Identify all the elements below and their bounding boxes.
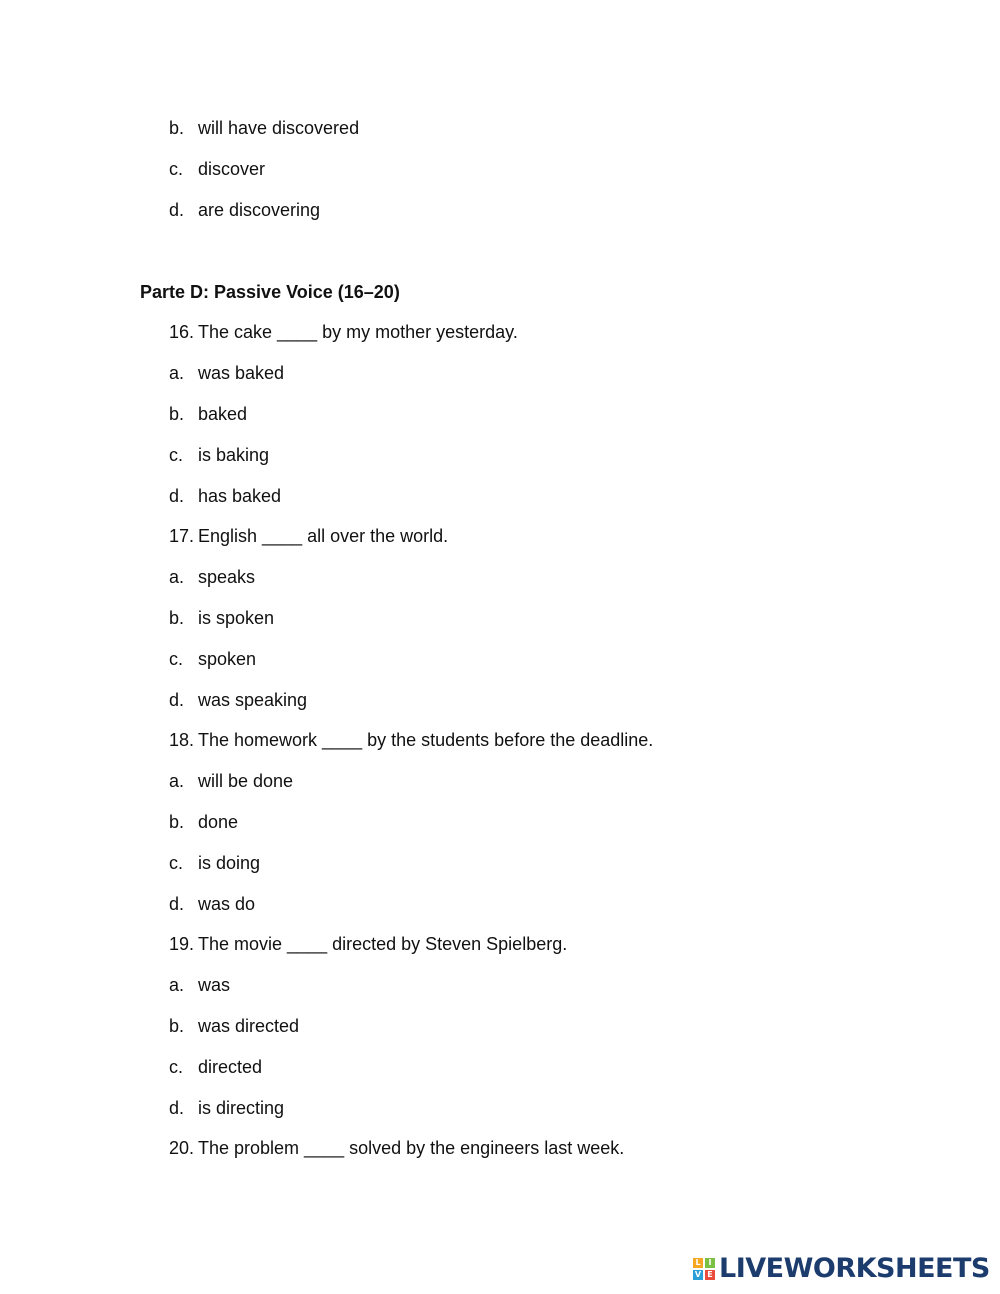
option-letter: b. (169, 404, 185, 424)
question-item (169, 933, 567, 955)
question-item (169, 321, 518, 343)
option-text: discover (198, 159, 266, 179)
option-letter: b. (169, 608, 185, 628)
option-item (169, 158, 265, 180)
option-item (169, 403, 247, 425)
option-letter: d. (169, 894, 185, 914)
option-letter: a. (169, 363, 185, 383)
option-text: was baked (198, 363, 285, 383)
option-text: has baked (198, 486, 282, 506)
option-item (169, 811, 238, 833)
option-letter: c. (169, 649, 184, 669)
question-number: 16. (169, 322, 195, 342)
option-letter: a. (169, 567, 185, 587)
option-item (169, 893, 255, 915)
option-letter: d. (169, 486, 185, 506)
option-text: was do (198, 894, 256, 914)
option-letter: b. (169, 118, 185, 138)
question-number: 19. (169, 934, 195, 954)
question-text: The homework ____ by the students before the deadline. (198, 730, 654, 750)
logo-tile-e: E (705, 1270, 715, 1280)
option-text: done (198, 812, 239, 832)
option-item (169, 607, 274, 629)
option-letter: c. (169, 1057, 184, 1077)
section-heading: Parte D: Passive Voice (16–20) (140, 282, 400, 302)
option-item (169, 1015, 299, 1037)
option-letter: b. (169, 812, 185, 832)
option-letter: c. (169, 159, 184, 179)
option-letter: c. (169, 853, 184, 873)
option-text: is directing (198, 1098, 285, 1118)
question-number: 17. (169, 526, 195, 546)
option-item (169, 566, 255, 588)
logo-tile-i: I (705, 1258, 715, 1268)
option-item (169, 974, 230, 996)
option-letter: c. (169, 445, 184, 465)
option-text: was (198, 975, 231, 995)
option-text: is spoken (198, 608, 275, 628)
option-letter: b. (169, 1016, 185, 1036)
question-item (169, 525, 448, 547)
brand-name: LIVEWORKSHEETS (719, 1253, 990, 1284)
option-text: will have discovered (198, 118, 360, 138)
question-text: The movie ____ directed by Steven Spielberg. (198, 934, 568, 954)
option-item (169, 362, 284, 384)
liveworksheets-logo (693, 1255, 990, 1283)
option-text: will be done (198, 771, 294, 791)
question-text: English ____ all over the world. (198, 526, 449, 546)
option-text: directed (198, 1057, 263, 1077)
question-text: The cake ____ by my mother yesterday. (198, 322, 518, 342)
option-item (169, 770, 293, 792)
logo-tile-v: V (694, 1270, 702, 1279)
option-item (169, 648, 256, 670)
question-text: The problem ____ solved by the engineers last week. (198, 1138, 625, 1158)
option-item (169, 852, 260, 874)
option-text: are discovering (198, 200, 321, 220)
option-item (169, 444, 269, 466)
liveworksheets-logo-icon (693, 1258, 715, 1280)
option-letter: d. (169, 690, 185, 710)
option-text: was speaking (198, 690, 308, 710)
option-item (169, 199, 320, 221)
option-item (169, 1097, 284, 1119)
question-number: 20. (169, 1138, 195, 1158)
option-letter: d. (169, 1098, 185, 1118)
option-item (169, 117, 359, 139)
option-item (169, 485, 281, 507)
logo-tile-l: L (693, 1258, 703, 1268)
option-text: was directed (198, 1016, 300, 1036)
option-letter: a. (169, 975, 185, 995)
question-number: 18. (169, 730, 195, 750)
option-text: spoken (198, 649, 257, 669)
option-text: speaks (198, 567, 256, 587)
option-text: is doing (198, 853, 261, 873)
option-letter: d. (169, 200, 185, 220)
option-text: is baking (198, 445, 270, 465)
option-letter: a. (169, 771, 185, 791)
option-item (169, 1056, 262, 1078)
option-text: baked (198, 404, 248, 424)
question-item (169, 729, 653, 751)
option-item (169, 689, 307, 711)
question-item (169, 1137, 624, 1159)
